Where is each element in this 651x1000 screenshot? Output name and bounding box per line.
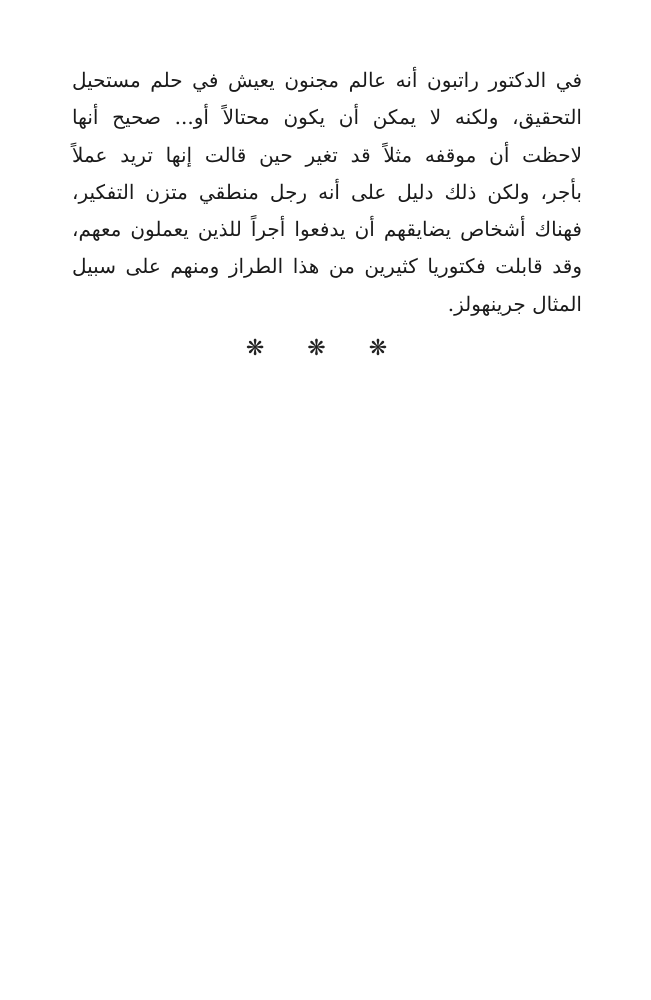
- paragraph-line-5: فهناك أشخاص يضايقهم أن يدفعوا أجراً للذين يعملون معهم،: [72, 217, 582, 242]
- paragraph-line-4: بأجر، ولكن ذلك دليل على أنه رجل منطقي متزن التفكير،: [72, 179, 582, 204]
- paragraph-line-1: في الدكتور راتبون أنه عالم مجنون يعيش في حلم مستحيل: [72, 68, 582, 92]
- paragraph-line-3: لاحظت أن موقفه مثلاً قد تغير حين قالت إنها تريد عملاً: [72, 142, 582, 167]
- paragraph-line-2: التحقيق، ولكنه لا يمكن أن يكون محتالاً أو... صحيح أنها: [72, 105, 582, 130]
- paragraph-line-6: وقد قابلت فكتوريا كثيرين من هذا الطراز ومنهم على سبيل: [72, 254, 582, 279]
- section-separator: ❋ ❋ ❋: [245, 336, 406, 361]
- paragraph-line-7: المثال جرينهولز.: [447, 291, 582, 316]
- body-paragraph: [72, 62, 582, 323]
